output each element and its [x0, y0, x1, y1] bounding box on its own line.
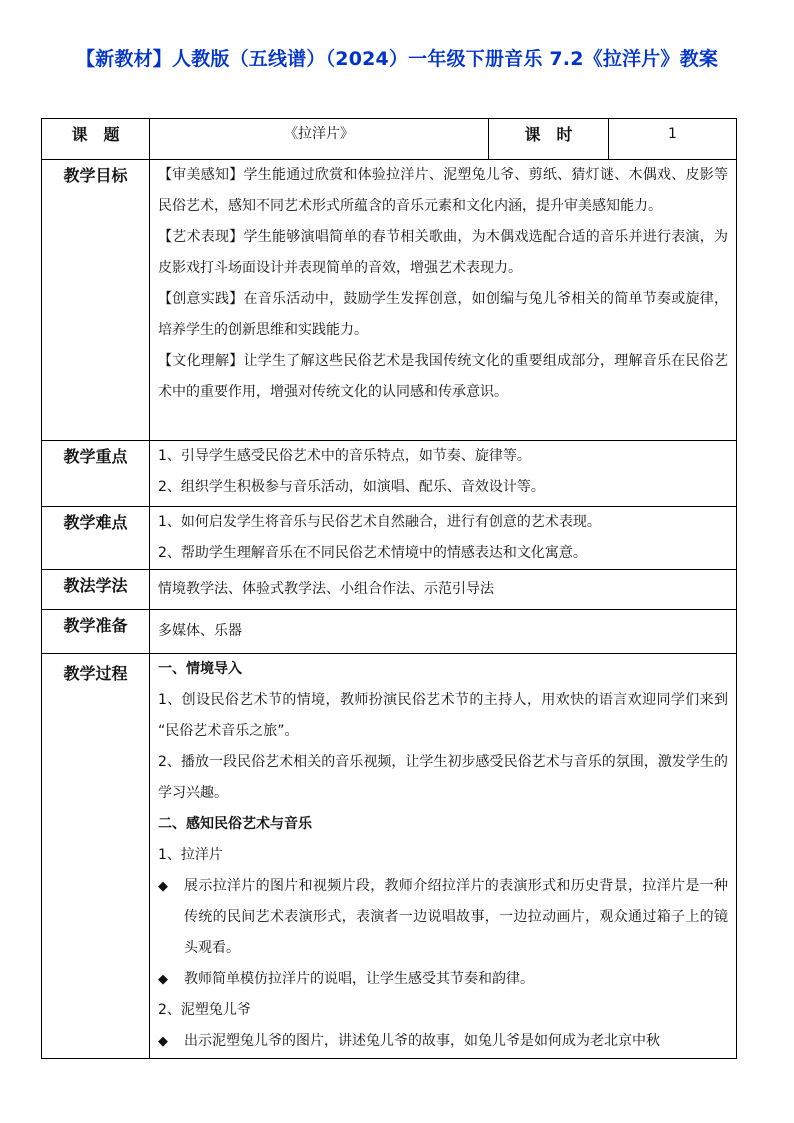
methods-row: [42, 570, 737, 610]
section-heading: 二、感知民俗艺术与音乐: [158, 816, 312, 832]
bullet-text: 教师简单模仿拉洋片的说唱，让学生感受其节奏和韵律。: [184, 971, 534, 987]
objective-aesthetic: 【审美感知】学生能通过欣赏和体验拉洋片、泥塑兔儿爷、剪纸、猜灯谜、木偶戏、皮影等民俗艺术，感知不同艺术形式所蕴含的音乐元素和文化内涵，提升审美感知能力。: [158, 167, 728, 214]
subsection-title: 1、拉洋片: [158, 847, 223, 863]
preparation-row: [42, 610, 737, 654]
lesson-plan-table: [41, 118, 737, 1059]
objective-cultural: 【文化理解】让学生了解这些民俗艺术是我国传统文化的重要组成部分，理解音乐在民俗艺术中的重要作用，增强对传统文化的认同感和传承意识。: [158, 353, 728, 400]
topic-label: 课 题: [42, 119, 150, 160]
subsection-title: 2、泥塑兔儿爷: [158, 1002, 251, 1018]
header-row: [42, 119, 737, 160]
bullet-item: [158, 1026, 728, 1057]
topic-value: 《拉洋片》: [150, 119, 489, 160]
diamond-bullet-icon: ◆: [158, 972, 168, 987]
bullet-text: 展示拉洋片的图片和视频片段，教师介绍拉洋片的表演形式和历史背景，拉洋片是一种传统的民间艺术表演形式，表演者一边说唱故事，一边拉动画片，观众通过箱子上的镜头观看。: [184, 878, 728, 956]
difficulty-item: 1、如何启发学生将音乐与民俗艺术自然融合，进行有创意的艺术表现。: [158, 514, 601, 530]
process-row: [42, 654, 737, 1059]
section-heading: 一、情境导入: [158, 661, 242, 677]
bullet-text: 出示泥塑兔儿爷的图片，讲述兔儿爷的故事，如兔儿爷是如何成为老北京中秋: [184, 1033, 660, 1049]
key-point-item: 1、引导学生感受民俗艺术中的音乐特点，如节奏、旋律等。: [158, 448, 531, 464]
objective-creative: 【创意实践】在音乐活动中，鼓励学生发挥创意，如创编与兔儿爷相关的简单节奏或旋律，培养学生的创新思维和实践能力。: [158, 291, 728, 338]
diamond-bullet-icon: ◆: [158, 1034, 168, 1049]
key-points-label: 教学重点: [42, 441, 150, 507]
difficulties-label: 教学难点: [42, 507, 150, 570]
diamond-bullet-icon: ◆: [158, 879, 168, 894]
hours-label: 课 时: [489, 119, 609, 160]
preparation-label: 教学准备: [42, 610, 150, 654]
objectives-row: [42, 160, 737, 441]
methods-label: 教法学法: [42, 570, 150, 610]
difficulty-item: 2、帮助学生理解音乐在不同民俗艺术情境中的情感表达和文化寓意。: [158, 545, 587, 561]
difficulties-row: [42, 507, 737, 570]
objectives-label: 教学目标: [42, 160, 150, 441]
document-title: 【新教材】人教版（五线谱）（2024）一年级下册音乐 7.2《拉洋片》教案: [75, 48, 719, 70]
key-points-row: [42, 441, 737, 507]
process-item: 1、创设民俗艺术节的情境，教师扮演民俗艺术节的主持人，用欢快的语言欢迎同学们来到 “民俗艺术音乐之旅”。: [158, 692, 728, 739]
key-point-item: 2、组织学生积极参与音乐活动，如演唱、配乐、音效设计等。: [158, 479, 545, 495]
preparation-value: 多媒体、乐器: [150, 610, 737, 654]
process-label: 教学过程: [42, 654, 150, 1059]
bullet-item: [158, 871, 728, 964]
bullet-item: [158, 964, 728, 995]
objective-expression: 【艺术表现】学生能够演唱简单的春节相关歌曲，为木偶戏选配合适的音乐并进行表演，为皮影戏打斗场面设计并表现简单的音效，增强艺术表现力。: [158, 229, 728, 276]
methods-value: 情境教学法、体验式教学法、小组合作法、示范引导法: [150, 570, 737, 610]
process-item: 2、播放一段民俗艺术相关的音乐视频，让学生初步感受民俗艺术与音乐的氛围，激发学生的学习兴趣。: [158, 754, 728, 801]
hours-value: 1: [609, 119, 737, 160]
